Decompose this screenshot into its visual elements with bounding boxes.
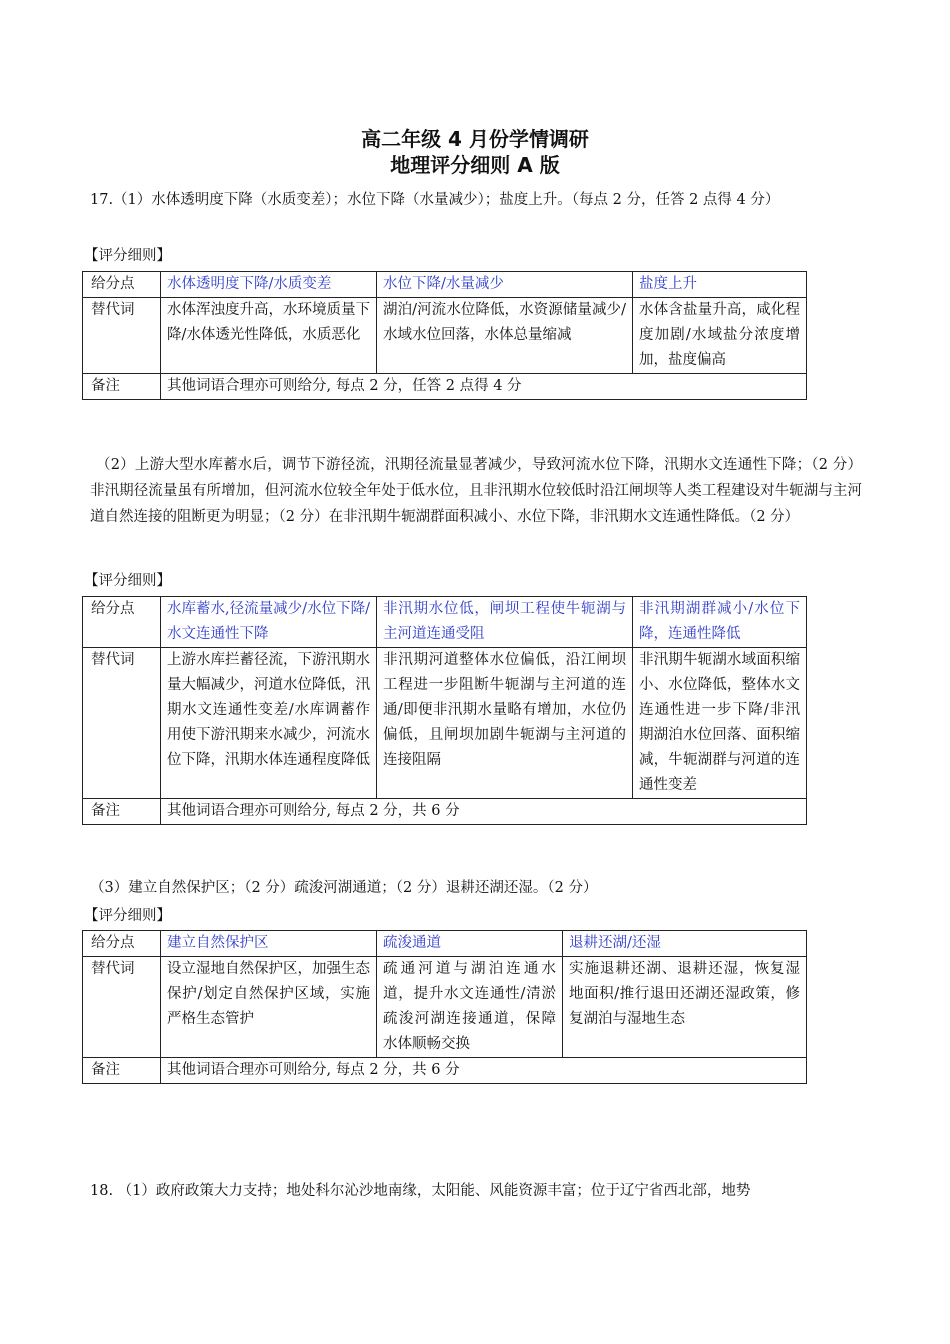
scoring-point-cell: 水体透明度下降/水质变差: [161, 272, 377, 298]
rubric-table-2: [82, 596, 807, 825]
q17-part2-answer: （2）上游大型水库蓄水后，调节下游径流，汛期径流量显著减少，导致河流水位下降，汛期水文连通性下降；（2 分）非汛期径流量虽有所增加，但河流水位较全年处于低水位，且非汛期水位较低时沿江闸坝等人类工程建设对牛轭湖与主河道自然连接的阻断更为明显；（2 分）在非汛期牛轭湖群面积减小、水位下降，非汛期水文连通性降低。（2 分）: [90, 457, 862, 525]
scoring-point-cell: 水库蓄水,径流量减少/水位下降/水文连通性下降: [161, 597, 377, 648]
table-cell: 设立湿地自然保护区，加强生态保护/划定自然保护区域，实施严格生态管护: [161, 957, 377, 1058]
scoring-point-cell: 建立自然保护区: [161, 931, 377, 957]
table-cell: 替代词: [83, 957, 161, 1058]
table-cell: 非汛期河道整体水位偏低，沿江闸坝工程进一步阻断牛轭湖与主河道的连通/即便非汛期水量略有增加，水位仍偏低，且闸坝加剧牛轭湖与主河道的连接阻隔: [377, 648, 633, 799]
table-cell: 非汛期牛轭湖水域面积缩小、水位降低，整体水文连通性进一步下降/非汛期湖泊水位回落、面积缩减，牛轭湖群与河道的连通性变差: [633, 648, 807, 799]
scoring-point-cell: 盐度上升: [633, 272, 807, 298]
rubric-table-1: [82, 271, 807, 400]
table-cell: 给分点: [83, 931, 161, 957]
table-cell: 备注: [83, 1058, 161, 1084]
table-row: [83, 597, 807, 648]
table-cell: 其他词语合理亦可则给分, 每点 2 分，任答 2 点得 4 分: [161, 374, 807, 400]
table-cell: 给分点: [83, 597, 161, 648]
table-row: [83, 298, 807, 374]
table-cell: 上游水库拦蓄径流，下游汛期水量大幅减少，河道水位降低，汛期水文连通性变差/水库调蓄作用使下游汛期来水减少，河流水位下降，汛期水体连通程度降低: [161, 648, 377, 799]
q17-part1-answer: 17.（1）水体透明度下降（水质变差）；水位下降（水量减少）；盐度上升。（每点 2 分，任答 2 点得 4 分）: [90, 192, 780, 208]
rubric-label-2: 【评分细则】: [84, 573, 171, 589]
table-cell: 疏通河道与湖泊连通水道，提升水文连通性/清淤疏浚河湖连接通道，保障水体顺畅交换: [377, 957, 563, 1058]
scoring-point-cell: 水位下降/水量减少: [377, 272, 633, 298]
document-subtitle: 地理评分细则 A 版: [390, 153, 560, 177]
table-cell: 湖泊/河流水位降低，水资源储量减少/水域水位回落，水体总量缩减: [377, 298, 633, 374]
document-title: 高二年级 4 月份学情调研: [361, 127, 589, 151]
scoring-point-cell: 非汛期水位低，闸坝工程使牛轭湖与主河道连通受阻: [377, 597, 633, 648]
table-cell: 替代词: [83, 298, 161, 374]
table-cell: 实施退耕还湖、退耕还湿，恢复湿地面积/推行退田还湖还湿政策，修复湖泊与湿地生态: [563, 957, 807, 1058]
table-cell: 其他词语合理亦可则给分, 每点 2 分，共 6 分: [161, 799, 807, 825]
table-row: [83, 799, 807, 825]
scoring-point-cell: 疏浚通道: [377, 931, 563, 957]
rubric-label-3: 【评分细则】: [84, 908, 171, 924]
table-cell: 备注: [83, 799, 161, 825]
table-row: [83, 957, 807, 1058]
table-row: [83, 272, 807, 298]
q18-part1-answer: 18. （1）政府政策大力支持；地处科尔沁沙地南缘，太阳能、风能资源丰富；位于辽宁省西北部，地势: [90, 1183, 751, 1199]
table-row: [83, 1058, 807, 1084]
table-cell: 给分点: [83, 272, 161, 298]
table-cell: 备注: [83, 374, 161, 400]
table-cell: 替代词: [83, 648, 161, 799]
scoring-point-cell: 非汛期湖群减小/水位下降，连通性降低: [633, 597, 807, 648]
scoring-point-cell: 退耕还湖/还湿: [563, 931, 807, 957]
q17-part3-answer: （3）建立自然保护区；（2 分）疏浚河湖通道；（2 分）退耕还湖还湿。（2 分）: [90, 880, 598, 896]
rubric-label-1: 【评分细则】: [84, 248, 171, 264]
table-row: [83, 648, 807, 799]
table-cell: 水体含盐量升高，咸化程度加剧/水域盐分浓度增加，盐度偏高: [633, 298, 807, 374]
rubric-table-3: [82, 930, 807, 1084]
table-cell: 其他词语合理亦可则给分, 每点 2 分，共 6 分: [161, 1058, 807, 1084]
table-cell: 水体浑浊度升高，水环境质量下降/水体透光性降低，水质恶化: [161, 298, 377, 374]
table-row: [83, 374, 807, 400]
table-row: [83, 931, 807, 957]
